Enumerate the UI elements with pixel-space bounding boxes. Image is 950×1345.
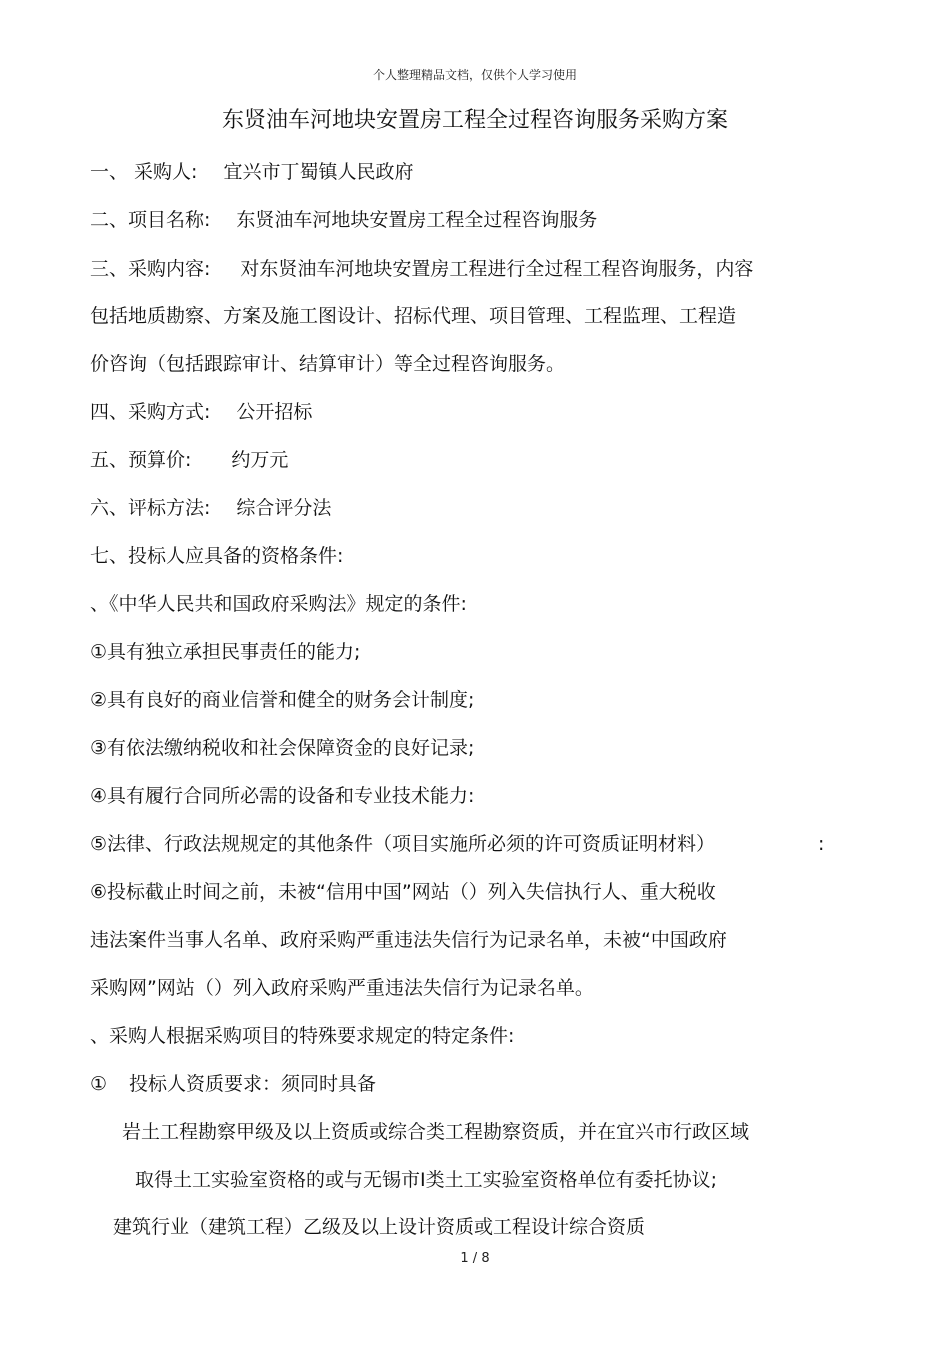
evaluation-line: [90, 496, 331, 520]
requirement-text: 投标人资质要求：须同时具备: [129, 1073, 377, 1095]
project-name-value: 东贤油车河地块安置房工程全过程咨询服务: [236, 209, 598, 231]
special-conditions-heading: 、采购人根据采购项目的特殊要求规定的特定条件:: [90, 1025, 515, 1047]
condition-5: ⑤法律、行政法规规定的其他条件（项目实施所必须的许可资质证明材料）: [90, 833, 716, 855]
condition-6-continued-2: 采购网”网站（）列入政府采购严重违法失信行为记录名单。: [90, 977, 594, 999]
condition-6-continued-1: 违法案件当事人名单、政府采购严重违法失信行为记录名单，未被“中国政府: [90, 929, 727, 951]
content-label: 三、采购内容:: [90, 258, 211, 280]
page-number: 1 / 8: [460, 1251, 490, 1266]
qualification-heading: 七、投标人应具备的资格条件:: [90, 545, 344, 567]
purchaser-line: [90, 160, 413, 184]
purchaser-label: 一、 采购人:: [90, 161, 198, 183]
design-requirement: 建筑行业（建筑工程）乙级及以上设计资质或工程设计综合资质: [113, 1216, 646, 1238]
law-conditions-heading: 、《中华人民共和国政府采购法》规定的条件:: [90, 593, 467, 615]
method-line: [90, 400, 312, 424]
document-title: 东贤油车河地块安置房工程全过程咨询服务采购方案: [221, 108, 728, 133]
purchaser-value: 宜兴市丁蜀镇人民政府: [223, 161, 414, 183]
budget-label: 五、预算价:: [90, 449, 192, 471]
condition-6: ⑥投标截止时间之前，未被“信用中国”网站（）列入失信执行人、重大税收: [90, 881, 716, 903]
evaluation-label: 六、评标方法:: [90, 497, 211, 519]
budget-line: [90, 448, 288, 472]
content-continued-2: 价咨询（包括跟踪审计、结算审计）等全过程咨询服务。: [90, 353, 566, 375]
page-header: 个人整理精品文档，仅供个人学习使用: [372, 68, 577, 82]
condition-2: ②具有良好的商业信誉和健全的财务会计制度;: [90, 689, 475, 711]
condition-3: ③有依法缴纳税收和社会保障资金的良好记录;: [90, 737, 475, 759]
requirement-number: ①: [90, 1073, 108, 1095]
geotech-requirement-continued: 取得土工实验室资格的或与无锡市Ⅰ类土工实验室资格单位有委托协议;: [135, 1169, 718, 1191]
method-label: 四、采购方式:: [90, 401, 211, 423]
budget-value: 约万元: [231, 449, 289, 471]
condition-5-colon: :: [818, 833, 825, 855]
condition-4: ④具有履行合同所必需的设备和专业技术能力:: [90, 785, 475, 807]
geotech-requirement: 岩土工程勘察甲级及以上资质或综合类工程勘察资质，并在宜兴市行政区域: [122, 1121, 750, 1143]
project-name-label: 二、项目名称:: [90, 209, 211, 231]
content-continued-1: 包括地质勘察、方案及施工图设计、招标代理、项目管理、工程监理、工程造: [90, 305, 737, 327]
project-name-line: [90, 208, 597, 232]
content-value: 对东贤油车河地块安置房工程进行全过程工程咨询服务，内容: [240, 258, 754, 280]
method-value: 公开招标: [236, 401, 313, 423]
evaluation-value: 综合评分法: [236, 497, 332, 519]
qualification-requirement: [90, 1072, 376, 1096]
content-line: [90, 257, 753, 281]
condition-1: ①具有独立承担民事责任的能力;: [90, 641, 361, 663]
